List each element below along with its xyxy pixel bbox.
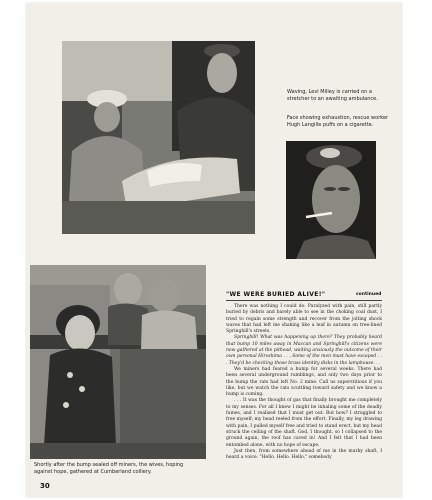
stretcher-rescue-photo [62, 41, 255, 234]
article-paragraph: Just then, from somewhere ahead of me in the murky shaft, I heard a voice. "Hello. Hello. Hello," somebody [226, 448, 382, 461]
caption-stretcher: Waving, Levi Milley is carried on a stretcher to an awaiting ambulance. [287, 89, 378, 102]
article-body [226, 304, 382, 461]
article-paragraph: Springhill! What was happening up there? They probably heard that bump 10 miles away in Maccan and Springhill's citizens were now gathered at the pithead, waiting anxiously the outcome of their own personal Hiroshima . . . Some of the men must have escaped . . . They'd be checking those brass identity disks in the lamphouse. . . [226, 335, 382, 366]
headline-rule [226, 300, 382, 301]
caption-cigarette: Face showing exhaustion, rescue worker Hugh Langille puffs on a cigarette. [287, 115, 389, 128]
article-paragraph: We miners had feared a bump for several weeks. There had been several underground rumblings, and only two days prior to the bump the rats had left No. 2 mine. Call us superstitious if you like, but we watch the rats scuttling toward safety and we know a bump is coming. [226, 366, 382, 398]
waiting-wives-photo [30, 265, 206, 459]
article-paragraph: . . . It was the thought of gas that finally brought me completely to my senses. For all I knew I might be inhaling some of the deadly fumes, and I realized that I must get out. But how? I struggled to free myself; my head reeled from the effort. Finally, my leg drawing with pain, I pulled myself free and tried to stand erect, but my head struck the ceiling of the shaft. God, I thought, so I collapsed to the ground again, the roof has caved in! And I felt that I had been entombed alone, with no hope of escape. [226, 398, 382, 448]
article-paragraph: There was nothing I could do. Paralyzed with pain, still partly buried by debris and barely able to see in the choking coal dust, I tried to regain some strength and recover from the jolting shock waves that had left me shaking like a leaf in autumn on tree-lined Springhill's streets. [226, 304, 382, 335]
magazine-page [26, 3, 402, 497]
caption-wives: Shortly after the bump sealed off miners, the wives, hoping against hope, gathered at Cumberland colliery. [34, 462, 184, 475]
worker-smoking-photo [286, 141, 376, 259]
continued-label: continued [356, 292, 382, 297]
article-headline: "WE WERE BURIED ALIVE!" [226, 291, 326, 298]
page-number: 30 [40, 482, 50, 490]
